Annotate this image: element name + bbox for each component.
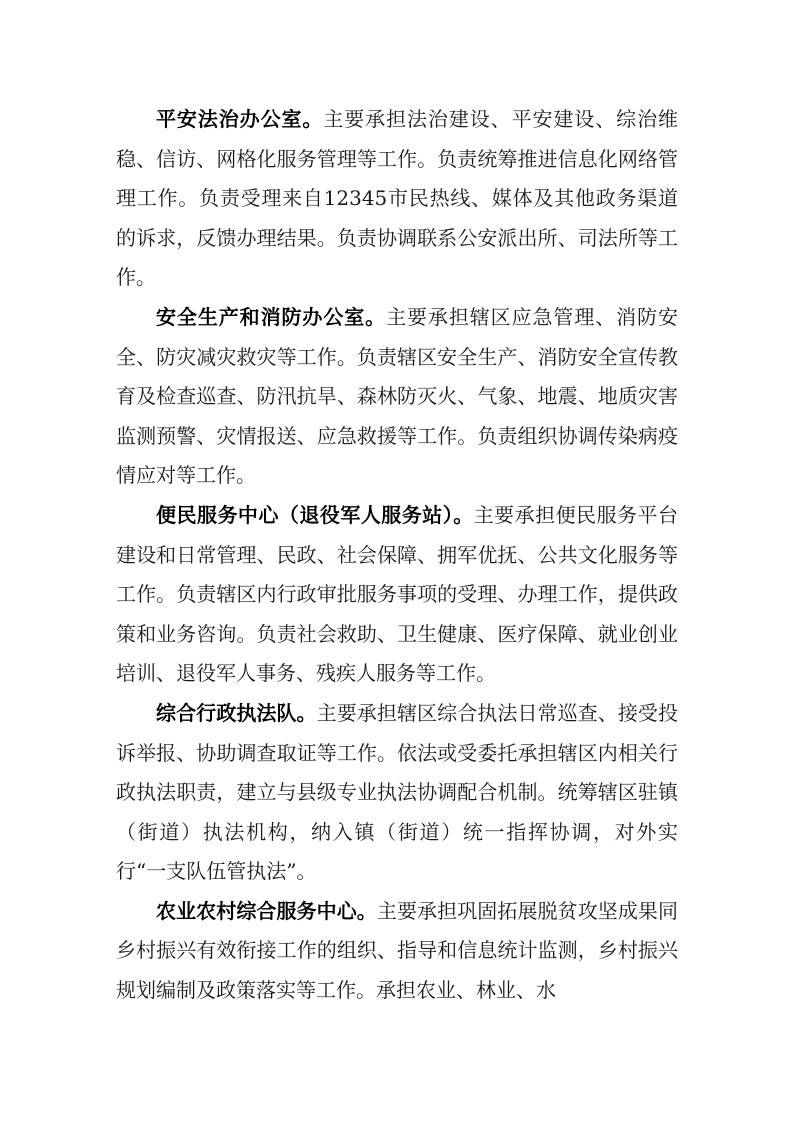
paragraph-heading: 安全生产和消防办公室。: [156, 304, 387, 329]
paragraph-heading: 平安法治办公室。: [156, 107, 324, 131]
paragraph-heading: 农业农村综合服务中心。: [156, 898, 377, 923]
paragraph-text: 主要承担辖区应急管理、消防安全、防灾减灾救灾等工作。负责辖区安全生产、消防安全宣传教育及检查巡查、防汛抗旱、森林防灭火、气象、地震、地质灾害监测预警、灾情报送、应急救援等工作。负责组织协调传染病疫情应对等工作。: [116, 304, 679, 488]
document-body: [116, 100, 678, 1011]
paragraph-text: 主要承担便民服务平台建设和日常管理、民政、社会保障、拥军优抚、公共文化服务等工作。负责辖区内行政审批服务事项的受理、办理工作，提供政策和业务咨询。负责社会救助、卫生健康、医疗保障、就业创业培训、退役军人事务、残疾人服务等工作。: [116, 502, 679, 686]
paragraph-nong-ye-nong-cun: [116, 892, 678, 1011]
paragraph-text: 主要承担法治建设、平安建设、综治维稳、信访、网格化服务管理等工作。负责统筹推进信息化网络管理工作。负责受理来自12345市民热线、媒体及其他政务渠道的诉求，反馈办理结果。负责协调联系公安派出所、司法所等工作。: [116, 107, 679, 290]
paragraph-text: 主要承担辖区综合执法日常巡查、接受投诉举报、协助调查取证等工作。依法或受委托承担辖区内相关行政执法职责，建立与县级专业执法协调配合机制。统筹辖区驻镇（街道）执法机构，纳入镇（街道）统一指挥协调，对外实行“一支队伍管执法”。: [116, 700, 679, 884]
paragraph-heading: 综合行政执法队。: [156, 700, 317, 725]
paragraph-ping-an-fa-zhi: [116, 100, 678, 298]
paragraph-bian-min-fu-wu: [116, 496, 678, 694]
paragraph-heading: 便民服务中心（退役军人服务站）。: [156, 502, 474, 527]
paragraph-text: 主要承担巩固拓展脱贫攻坚成果同乡村振兴有效衔接工作的组织、指导和信息统计监测，乡村振兴规划编制及政策落实等工作。承担农业、林业、水: [116, 898, 679, 1003]
paragraph-an-quan-sheng-chan: [116, 298, 678, 496]
paragraph-zong-he-zhi-fa: [116, 694, 678, 892]
